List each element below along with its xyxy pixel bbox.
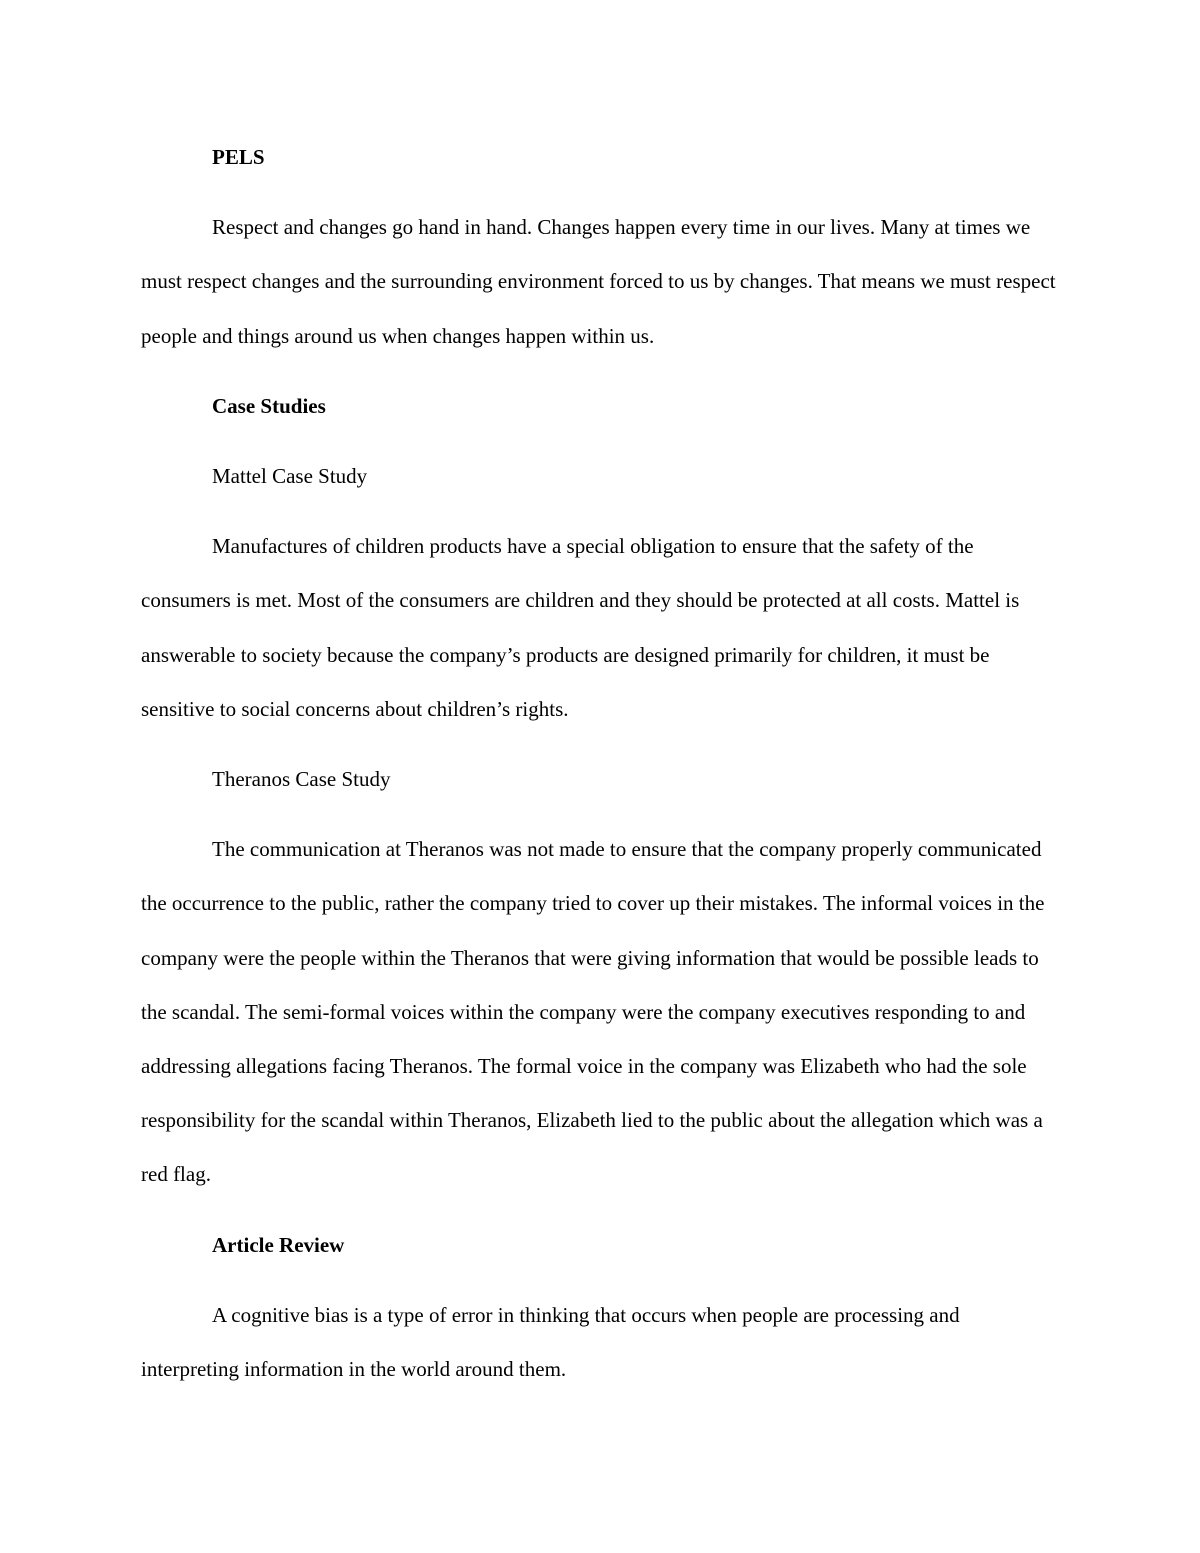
theranos-paragraph: The communication at Theranos was not made to ensure that the company properly communicated the occurrence to the public, rather the company tried to cover up their mistakes. The informal voices in the company were the people within the Theranos that were giving information that would be possible leads to the scandal. The semi-formal voices within the company were the company executives responding to and addressing allegations facing Theranos. The formal voice in the company was Elizabeth who had the sole responsibility for the scandal within Theranos, Elizabeth lied to the public about the allegation which was a red flag. — [141, 837, 1045, 1187]
intro-paragraph: Respect and changes go hand in hand. Changes happen every time in our lives. Many at times we must respect changes and the surrounding environment forced to us by changes. That means we must respect people and things around us when changes happen within us. — [141, 215, 1056, 348]
document-body — [141, 130, 1061, 1396]
mattel-paragraph: Manufactures of children products have a special obligation to ensure that the safety of the consumers is met. Most of the consumers are children and they should be protected at all costs. Mattel is answerable to society because the company’s products are designed primarily for children, it must be sensitive to social concerns about children’s rights. — [141, 534, 1020, 721]
theranos-heading: Theranos Case Study — [212, 767, 391, 792]
article-review-paragraph: A cognitive bias is a type of error in thinking that occurs when people are processing and interpreting information in the world around them. — [141, 1302, 960, 1382]
article-review-heading: Article Review — [212, 1232, 345, 1257]
mattel-heading: Mattel Case Study — [212, 464, 368, 489]
document-title: PELS — [212, 145, 265, 169]
case-studies-heading: Case Studies — [212, 393, 326, 418]
